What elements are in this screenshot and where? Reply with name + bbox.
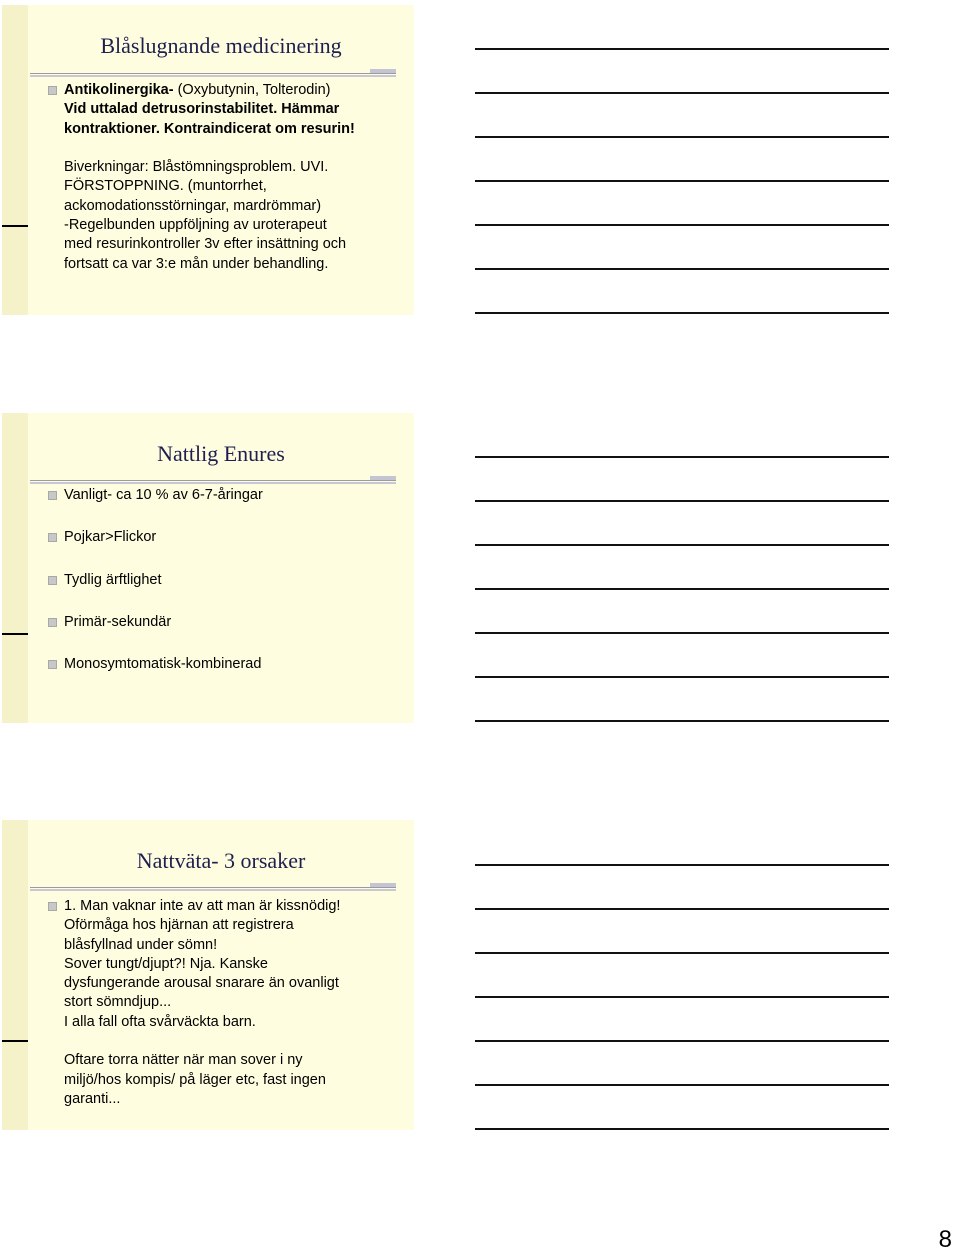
bullet-icon [48, 491, 57, 500]
body-line: garanti... [64, 1090, 121, 1107]
bullet-icon [48, 533, 57, 542]
note-line [475, 180, 889, 182]
slide-sidebar [2, 413, 28, 723]
body-line: Oförmåga hos hjärnan att registrera [64, 917, 294, 934]
note-line [475, 588, 889, 590]
slide-2 [2, 413, 414, 723]
bullet-icon [48, 902, 57, 911]
bold-line: Antikolinergika- [64, 82, 174, 98]
slide-title: Nattlig Enures [157, 441, 285, 466]
note-line [475, 136, 889, 138]
slide-body [64, 897, 340, 1109]
note-line [475, 92, 889, 94]
bullet-icon [48, 660, 57, 669]
bullet-text: Primär-sekundär [64, 614, 172, 630]
bullet-text: Pojkar>Flickor [64, 529, 157, 545]
slide-sidebar [2, 820, 28, 1130]
body-line: blåsfyllnad under sömn! [64, 936, 218, 953]
note-line [475, 908, 889, 910]
slide-marker [2, 633, 28, 635]
note-line [475, 952, 889, 954]
bullet-text: Monosymtomatisk-kombinerad [64, 656, 262, 672]
body-line: FÖRSTOPPNING. (muntorrhet, [64, 178, 267, 195]
slide-sidebar [2, 5, 28, 315]
bold-line: kontraktioner. Kontraindicerat om resurin! [64, 120, 355, 137]
note-line [475, 224, 889, 226]
bullet-icon [48, 86, 57, 95]
note-line [475, 720, 889, 722]
body-line: dysfungerande arousal snarare än ovanligt [64, 975, 339, 992]
body-line: med resurinkontroller 3v efter insättning och [64, 236, 347, 253]
bold-line: Vid uttalad detrusorinstabilitet. Hämmar [64, 101, 340, 118]
body-line: 1. Man vaknar inte av att man är kissnödig! [64, 898, 341, 914]
note-line [475, 268, 889, 270]
body-line: stort sömndjup... [64, 994, 172, 1011]
note-line [475, 1040, 889, 1042]
bullet-icon [48, 618, 57, 627]
body-line: ackomodationsstörningar, mardrömmar) [64, 197, 322, 214]
bullet-text: Tydlig ärftlighet [64, 572, 162, 588]
body-line: -Regelbunden uppföljning av uroterapeut [64, 217, 327, 234]
lead-rest: (Oxybutynin, Tolterodin) [173, 82, 331, 98]
note-line [475, 48, 889, 50]
body-line: miljö/hos kompis/ på läger etc, fast ingen [64, 1071, 326, 1088]
title-rule [30, 887, 396, 891]
note-line [475, 996, 889, 998]
slide-title: Blåslugnande medicinering [100, 33, 342, 58]
note-line [475, 1084, 889, 1086]
body-line: Sover tungt/djupt?! Nja. Kanske [64, 955, 268, 972]
body-line: fortsatt ca var 3:e mån under behandling. [64, 255, 329, 272]
slide-title: Nattväta- 3 orsaker [136, 848, 306, 873]
title-rule [30, 73, 396, 77]
note-line [475, 676, 889, 678]
slide-body [64, 81, 355, 274]
note-line [475, 456, 889, 458]
slide-marker [2, 1040, 28, 1042]
body-line: Oftare torra nätter när man sover i ny [64, 1052, 303, 1069]
note-line [475, 864, 889, 866]
note-line [475, 312, 889, 314]
bullet-icon [48, 576, 57, 585]
body-line: I alla fall ofta svårväckta barn. [64, 1013, 256, 1030]
title-rule [30, 480, 396, 484]
slide-marker [2, 225, 28, 227]
note-line [475, 632, 889, 634]
note-line [475, 1128, 889, 1130]
note-line [475, 544, 889, 546]
page-number: 8 [938, 1226, 952, 1253]
bullet-text: Vanligt- ca 10 % av 6-7-åringar [64, 487, 263, 503]
slide-3 [2, 820, 414, 1130]
slide-1 [2, 5, 414, 315]
note-line [475, 500, 889, 502]
body-line: Biverkningar: Blåstömningsproblem. UVI. [64, 159, 329, 176]
